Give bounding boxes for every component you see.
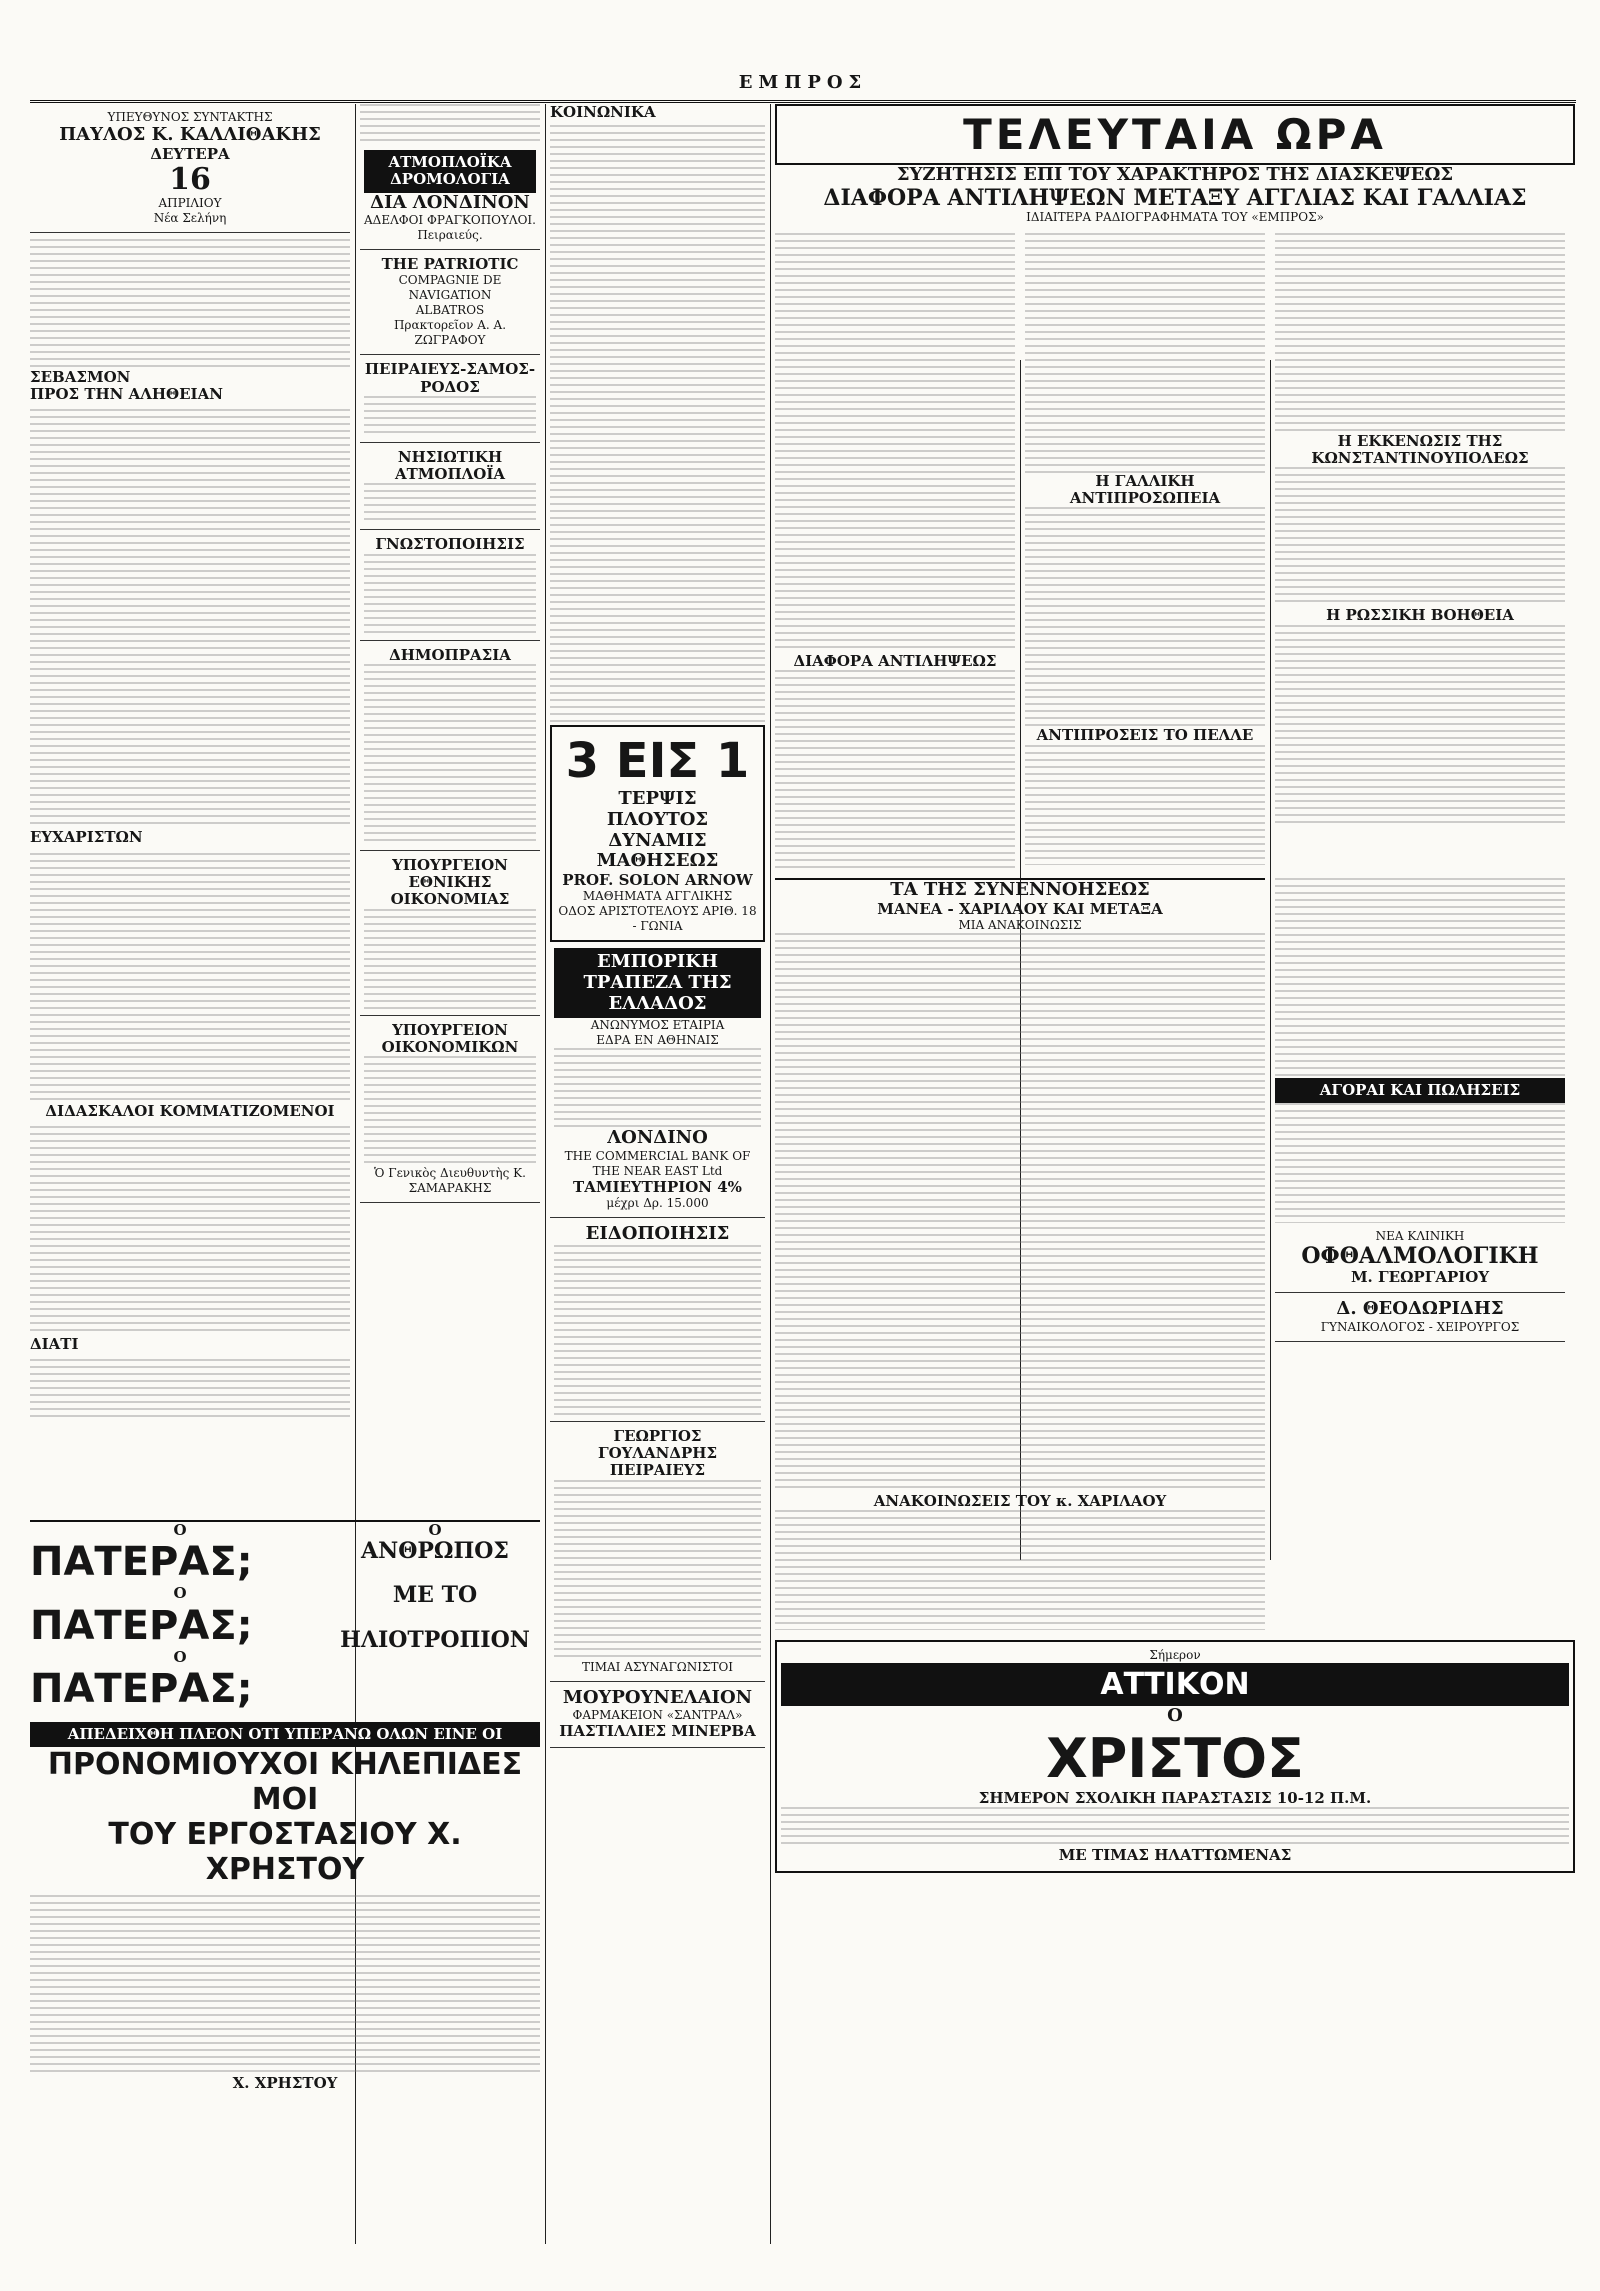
ad-o: Ο xyxy=(173,1584,187,1603)
article-text xyxy=(1025,507,1265,727)
month: ΑΠΡΙΛΙΟΥ xyxy=(158,195,222,210)
headline-sub: ΣΥΖΗΤΗΣΙΣ ΕΠΙ ΤΟΥ ΧΑΡΑΚΤΗΡΟΣ ΤΗΣ ΔΙΑΣΚΕΨΕΩΣ xyxy=(896,164,1454,185)
subhead: Η ΕΚΚΕΝΩΣΙΣ ΤΗΣ ΚΩΝΣΤΑΝΤΙΝΟΥΠΟΛΕΩΣ xyxy=(1311,431,1529,468)
article-text xyxy=(1275,878,1565,1078)
article-text xyxy=(1025,233,1265,473)
subhead: ΣΕΒΑΣΜΟΝ xyxy=(30,367,131,386)
shipping-title: ΑΤΜΟΠΛΟΪΚΑ ΔΡΟΜΟΛΟΓΙΑ xyxy=(364,150,536,193)
bank-amount: μέχρι Δρ. 15.000 xyxy=(606,1196,709,1211)
bank-seat: ΕΔΡΑ ΕΝ ΑΘΗΝΑΙΣ xyxy=(596,1033,719,1048)
ad-title: ΥΠΟΥΡΓΕΙΟΝ ΟΙΚΟΝΟΜΙΚΩΝ xyxy=(381,1020,519,1056)
ad-o: Ο xyxy=(173,1521,187,1539)
ad-title: ΓΕΩΡΓΙΟΣ ΓΟΥΛΑΝΔΡΗΣ ΠΕΙΡΑΙΕΥΣ xyxy=(597,1426,718,1480)
article-text xyxy=(1275,467,1565,607)
promo-line: ΜΑΘΗΣΕΩΣ xyxy=(596,850,719,872)
ad-text: Πρακτορεῖον Α. Α. ΖΩΓΡΑΦΟΥ xyxy=(393,318,507,348)
ad-headline: ΠΡΟΝΟΜΙΟΥΧΟΙ ΚΗΛΕΠΙΔΕΣ ΜΟΙ xyxy=(47,1747,523,1817)
column-rule xyxy=(770,104,771,2244)
article-text xyxy=(30,409,350,829)
bank-text xyxy=(554,1048,761,1128)
ad-title: THE PATRIOTIC xyxy=(381,255,519,274)
cinema-prices: ΜΕ ΤΙΜΑΣ ΗΛΑΤΤΩΜΕΝΑΣ xyxy=(1058,1846,1292,1865)
signature: Ὁ Γενικὸς Διευθυντὴς Κ. ΣΑΜΑΡΑΚΗΣ xyxy=(374,1166,526,1196)
headline-sub: ΔΙΑΦΟΡΑ ΑΝΤΙΛΗΨΕΩΝ ΜΕΤΑΞΥ ΑΓΓΛΙΑΣ ΚΑΙ ΓΑΛΛΙΑΣ xyxy=(823,184,1527,211)
cinema-name: ΑΤΤΙΚΟΝ xyxy=(781,1663,1569,1706)
ad-title: ΠΕΙΡΑΙΕΥΣ-ΣΑΜΟΣ-ΡΟΔΟΣ xyxy=(364,360,536,396)
article-text xyxy=(1025,745,1265,865)
ad-text: ALBATROS xyxy=(415,303,485,318)
bank-sub: ΑΝΩΝΥΜΟΣ ΕΤΑΙΡΙΑ xyxy=(590,1018,725,1033)
ad-iliotropion: ΗΛΙΟΤΡΟΠΙΟΝ xyxy=(340,1626,530,1653)
ad-title: ΥΠΟΥΡΓΕΙΟΝ ΕΘΝΙΚΗΣ ΟΙΚΟΝΟΜΙΑΣ xyxy=(390,855,510,909)
promo-line: ΟΔΟΣ ΑΡΙΣΤΟΤΕΛΟΥΣ ΑΡΙΘ. 18 - ΓΩΝΙΑ xyxy=(558,904,757,934)
clinic-pre: ΝΕΑ ΚΛΙΝΙΚΗ xyxy=(1375,1229,1465,1244)
cinema-o: Ο xyxy=(1167,1705,1183,1727)
ad-text: ΦΑΡΜΑΚΕΙΟΝ «ΣΑΝΤΡΑΛ» xyxy=(572,1708,743,1723)
weekday: ΔΕΥΤΕΡΑ xyxy=(150,144,230,163)
cinema-film: ΧΡΙΣΤΟΣ xyxy=(1046,1727,1304,1790)
bank-savings: ΤΑΜΙΕΥΤΗΡΙΟΝ 4% xyxy=(573,1178,742,1196)
article-text xyxy=(1275,233,1565,433)
ad-title: ΓΝΩΣΤΟΠΟΙΗΣΙΣ xyxy=(375,535,525,554)
bank-near-east: THE COMMERCIAL BANK OF THE NEAR EAST Ltd xyxy=(564,1149,751,1178)
article-text xyxy=(30,239,350,369)
article-text xyxy=(30,1359,350,1419)
ad-pateras: ΠΑΤΕΡΑΣ; xyxy=(30,1602,253,1649)
cinema-text xyxy=(781,1807,1569,1847)
headline-sub: ΙΔΙΑΙΤΕΡΑ ΡΑΔΙΟΓΡΑΦΗΜΑΤΑ ΤΟΥ «ΕΜΠΡΟΣ» xyxy=(1026,209,1324,224)
editor-name: ΠΑΥΛΟΣ Κ. ΚΑΛΛΙΘΑΚΗΣ xyxy=(59,124,321,145)
article-text xyxy=(1275,1103,1565,1223)
promo-headline: 3 ΕΙΣ 1 xyxy=(565,733,750,790)
bottom-ad xyxy=(30,1520,540,2242)
right-block xyxy=(775,104,1575,2244)
ad-text xyxy=(364,554,536,634)
main-headline: ΤΕΛΕΥΤΑΙΑ ΩΡΑ xyxy=(963,110,1387,159)
ad-signoff: Χ. ΧΡΗΣΤΟΥ xyxy=(232,2074,338,2092)
article-text xyxy=(1275,625,1565,825)
ad-text xyxy=(364,1056,536,1166)
news-column xyxy=(775,233,1015,870)
ad-text: ΤΙΜΑΙ ΑΣΥΝΑΓΩΝΙΣΤΟΙ xyxy=(581,1659,734,1674)
subhead: ΑΝΑΚΟΙΝΩΣΕΙΣ ΤΟΥ κ. ΧΑΡΙΛΑΟΥ xyxy=(873,1492,1167,1511)
ad-anthropos: ΑΝΘΡΩΠΟΣ xyxy=(361,1538,509,1565)
promo-line: ΠΛΟΥΤΟΣ xyxy=(606,808,709,830)
column-1 xyxy=(30,104,350,1504)
ad-text xyxy=(554,1480,761,1660)
ad-headline: ΑΠΕΔΕΙΧΘΗ ΠΛΕΟΝ ΟΤΙ ΥΠΕΡΑΝΩ ΟΛΩΝ ΕΙΝΕ ΟΙ xyxy=(30,1722,540,1747)
shipping-subtitle: ΔΙΑ ΛΟΝΔΙΝΟΝ xyxy=(370,191,530,213)
editor-role: ΥΠΕΥΘΥΝΟΣ ΣΥΝΤΑΚΤΗΣ xyxy=(107,110,273,124)
ad-text xyxy=(364,664,536,844)
subhead: Η ΓΑΛΛΙΚΗ ΑΝΤΙΠΡΟΣΩΠΕΙΑ xyxy=(1069,471,1221,508)
bank-title: ΕΜΠΟΡΙΚΗ ΤΡΑΠΕΖΑ ΤΗΣ ΕΛΛΑΔΟΣ xyxy=(554,948,761,1018)
article-text xyxy=(775,933,1265,1493)
news-column xyxy=(775,878,1265,1630)
doctor-specialty: ΓΥΝΑΙΚΟΛΟΓΟΣ - ΧΕΙΡΟΥΡΓΟΣ xyxy=(1320,1319,1520,1334)
clinic-doctor: Μ. ΓΕΩΡΓΑΡΙΟΥ xyxy=(1350,1267,1490,1286)
subhead: ΠΡΟΣ ΤΗΝ ΑΛΗΘΕΙΑΝ xyxy=(30,385,223,404)
ad-title: ΝΗΣΙΩΤΙΚΗ ΑΤΜΟΠΛΟΪΑ xyxy=(395,447,505,484)
article-text xyxy=(550,125,765,725)
bank-london: ΛΟΝΔΙΝΟ xyxy=(607,1127,708,1149)
subhead: ΜΙΑ ΑΝΑΚΟΙΝΩΣΙΣ xyxy=(958,918,1082,933)
ad-o: Ο xyxy=(173,1647,187,1666)
ad-me-to: ΜΕ ΤΟ xyxy=(392,1582,478,1609)
ad-pateras: ΠΑΤΕΡΑΣ; xyxy=(30,1539,253,1586)
subhead: ΤΑ ΤΗΣ ΣΥΝΕΝΝΟΗΣΕΩΣ xyxy=(775,878,1265,901)
article-text xyxy=(30,853,350,1103)
ad-text xyxy=(364,909,536,1009)
ad-text xyxy=(364,483,536,523)
subhead: ΑΓΟΡΑΙ ΚΑΙ ΠΩΛΗΣΕΙΣ xyxy=(1275,1078,1565,1103)
section-title: ΚΟΙΝΩΝΙΚΑ xyxy=(550,104,656,121)
subhead: ΔΙΔΑΣΚΑΛΟΙ ΚΟΜΜΑΤΙΖΟΜΕΝΟΙ xyxy=(45,1101,335,1120)
ad-text: ΠΑΣΤΙΛΛΙΕΣ ΜΙΝΕΡΒΑ xyxy=(559,1722,756,1741)
column-2 xyxy=(360,104,540,1504)
clinic-name: ΟΦΘΑΛΜΟΛΟΓΙΚΗ xyxy=(1301,1243,1539,1270)
subhead: ΕΥΧΑΡΙΣΤΩΝ xyxy=(30,828,143,847)
subhead: ΔΙΑΦΟΡΑ ΑΝΤΙΛΗΨΕΩΣ xyxy=(793,651,997,670)
article-text xyxy=(775,233,1015,653)
article-text xyxy=(360,104,540,144)
article-text xyxy=(775,1510,1265,1630)
ad-o: Ο xyxy=(428,1521,442,1539)
ad-headline: ΤΟΥ ΕΡΓΟΣΤΑΣΙΟΥ Χ. ΧΡΗΣΤΟΥ xyxy=(108,1817,462,1887)
shipping-agent: ΑΔΕΛΦΟΙ ΦΡΑΓΚΟΠΟΥΛΟΙ. Πειραιεύς. xyxy=(364,213,536,243)
column-3 xyxy=(550,104,765,2244)
subhead: ΑΝΤΙΠΡΟΣΕΙΣ ΤΟ ΠΕΛΛΕ xyxy=(1036,726,1254,745)
cinema-today: Σήμερον xyxy=(1149,1648,1201,1663)
column-rule xyxy=(545,104,546,2244)
promo-line: ΤΕΡΨΙΣ xyxy=(618,788,697,810)
masthead: ΕΜΠΡΟΣ xyxy=(30,72,1576,103)
notice-title: ΕΙΔΟΠΟΙΗΣΙΣ xyxy=(585,1223,730,1245)
news-column xyxy=(1275,878,1565,1630)
ad-pateras: ΠΑΤΕΡΑΣ; xyxy=(30,1665,253,1712)
ad-text xyxy=(30,1895,540,2075)
promo-line: ΔΥΝΑΜΙΣ xyxy=(608,829,707,851)
notice-text xyxy=(554,1245,761,1415)
subhead: ΜΑΝΕΑ - ΧΑΡΙΛΑΟΥ ΚΑΙ ΜΕΤΑΞΑ xyxy=(877,899,1163,918)
promo-line: ΜΑΘΗΜΑΤΑ ΑΓΓΛΙΚΗΣ xyxy=(582,889,733,904)
cinema-show: ΣΗΜΕΡΟΝ ΣΧΟΛΙΚΗ ΠΑΡΑΣΤΑΣΙΣ 10-12 Π.Μ. xyxy=(978,1789,1372,1807)
doctor-name: Δ. ΘΕΟΔΩΡΙΔΗΣ xyxy=(1336,1297,1504,1319)
ad-right-stack xyxy=(330,1522,540,1712)
ad-text: COMPAGNIE DE NAVIGATION xyxy=(398,273,502,303)
news-column xyxy=(1025,233,1265,870)
promo-line: PROF. SOLON ARNOW xyxy=(562,871,753,889)
day-number: 16 xyxy=(169,161,211,197)
moon-phase: Νέα Σελήνη xyxy=(153,210,227,225)
ad-title: ΜΟΥΡΟΥΝΕΛΑΙΟΝ xyxy=(562,1686,753,1708)
subhead: ΔΙΑΤΙ xyxy=(30,1334,79,1353)
ad-title: ΔΗΜΟΠΡΑΣΙΑ xyxy=(389,645,511,664)
ad-left-stack xyxy=(30,1522,330,1712)
article-text xyxy=(30,1126,350,1336)
news-column xyxy=(1275,233,1565,870)
subhead: Η ΡΩΣΣΙΚΗ ΒΟΗΘΕΙΑ xyxy=(1326,606,1514,625)
ad-text xyxy=(364,396,536,436)
article-text xyxy=(775,670,1015,870)
